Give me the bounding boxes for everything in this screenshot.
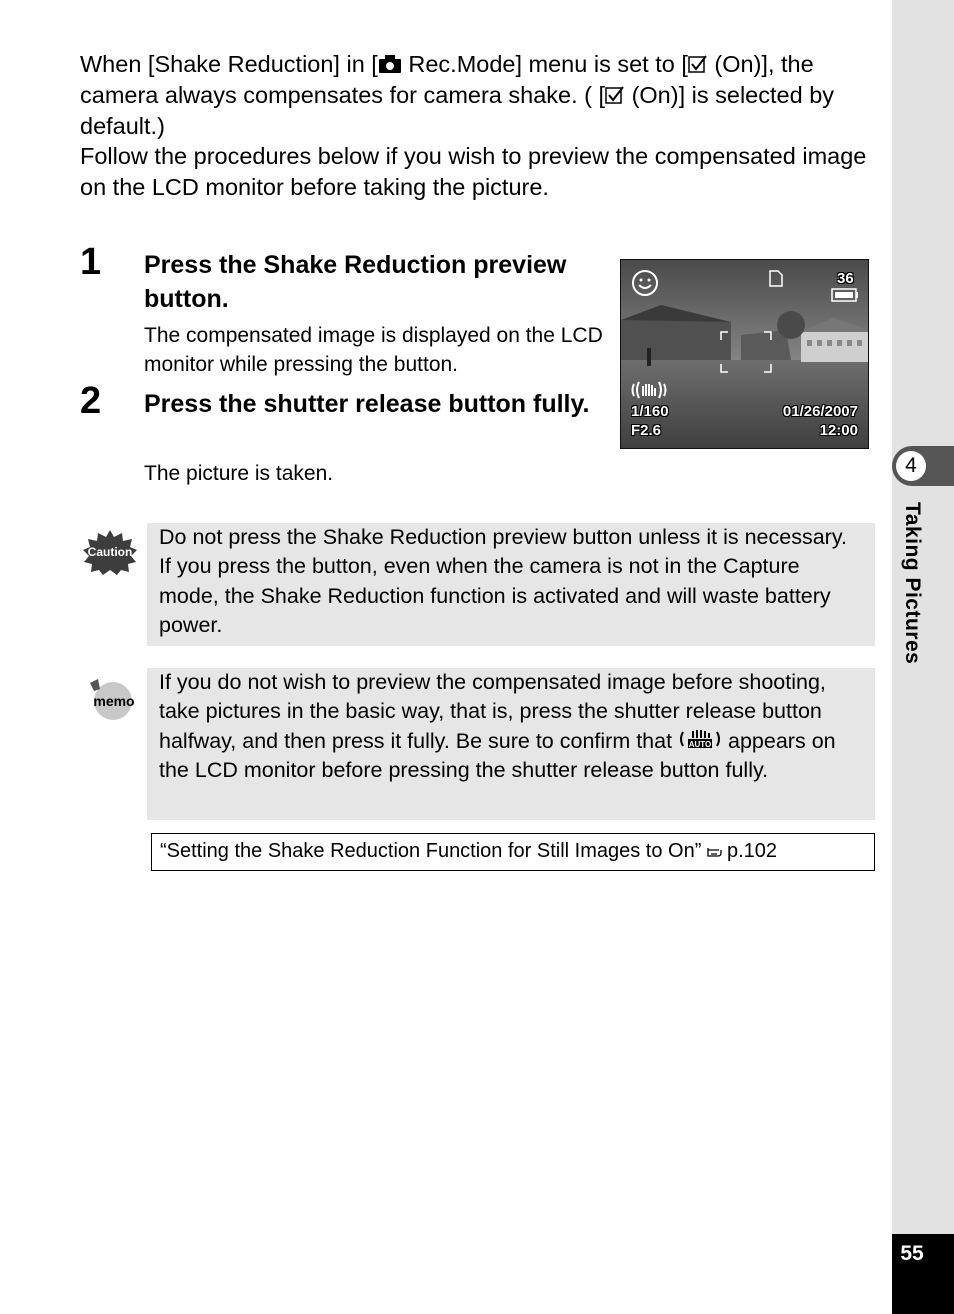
aperture-value: F2.6 bbox=[631, 422, 662, 439]
memo-note bbox=[147, 668, 875, 820]
chapter-title: Taking Pictures bbox=[901, 502, 924, 665]
step-1-text: The compensated image is displayed on the LCD monitor while pressing the button. bbox=[144, 324, 603, 376]
camera-icon bbox=[378, 54, 402, 74]
memo-icon bbox=[86, 677, 138, 721]
intro-text bbox=[80, 49, 880, 203]
pointing-hand-icon bbox=[707, 845, 727, 859]
intro-text-part: (On)], the camera always compensates for camera shake. ( [ bbox=[80, 51, 814, 108]
reference-page[interactable]: p.102 bbox=[726, 840, 778, 862]
shutter-speed: 1/160 bbox=[631, 403, 669, 420]
caution-icon-label: Caution bbox=[87, 545, 133, 559]
step-2-number: 2 bbox=[80, 380, 102, 422]
intro-text-part: When [Shake Reduction] in [ bbox=[80, 51, 378, 77]
memo-text-part: If you do not wish to preview the compensated image before shooting, take pictures in the basic way, that is, press the shutter release button halfway, and then press it fully. Be sure to confirm that bbox=[159, 670, 826, 753]
lcd-monitor-illustration bbox=[620, 259, 869, 449]
date-display: 01/26/2007 bbox=[782, 403, 858, 420]
intro-text-part: (On)] is selected by default.) bbox=[80, 81, 835, 139]
shake-reduction-auto-icon bbox=[678, 728, 722, 750]
battery-icon bbox=[831, 288, 859, 302]
step-1-title: Press the Shake Reduction preview button. bbox=[144, 251, 567, 313]
caution-text: Do not press the Shake Reduction preview button unless it is necessary. If you press the button, even when the camera is not in the Capture mode, the Shake Reduction function is activated and will waste battery power. bbox=[159, 525, 847, 638]
memo-icon-label: memo bbox=[93, 693, 135, 709]
caution-icon bbox=[82, 529, 138, 575]
cross-reference-box bbox=[151, 833, 875, 871]
step-1-number: 1 bbox=[80, 241, 102, 283]
shake-reduction-icon bbox=[630, 380, 668, 400]
shots-remaining: 36 bbox=[837, 270, 854, 287]
time-display: 12:00 bbox=[819, 422, 858, 439]
step-2-title: Press the shutter release button fully. bbox=[144, 390, 590, 418]
memory-card-icon bbox=[769, 270, 783, 287]
checkbox-icon bbox=[688, 54, 708, 74]
intro-text-part: Rec.Mode] menu is set to [ bbox=[401, 51, 688, 77]
intro-paragraph-2: Follow the procedures below if you wish to preview the compensated image on the LCD monitor before taking the picture. bbox=[80, 143, 867, 201]
smile-face-icon bbox=[631, 269, 659, 297]
checkbox-icon bbox=[605, 85, 625, 105]
intro-paragraph-1 bbox=[80, 49, 880, 141]
memo-text-part: appears on the LCD monitor before pressing the shutter release button fully. bbox=[159, 728, 836, 783]
page-number: 55 bbox=[900, 1242, 924, 1265]
reference-text: “Setting the Shake Reduction Function for Still Images to On” bbox=[160, 840, 707, 862]
step-2-text: The picture is taken. bbox=[144, 462, 334, 485]
svg-text:AUTO: AUTO bbox=[688, 739, 712, 749]
memo-text bbox=[159, 668, 863, 786]
chapter-number: 4 bbox=[896, 451, 926, 481]
caution-note bbox=[147, 523, 875, 646]
